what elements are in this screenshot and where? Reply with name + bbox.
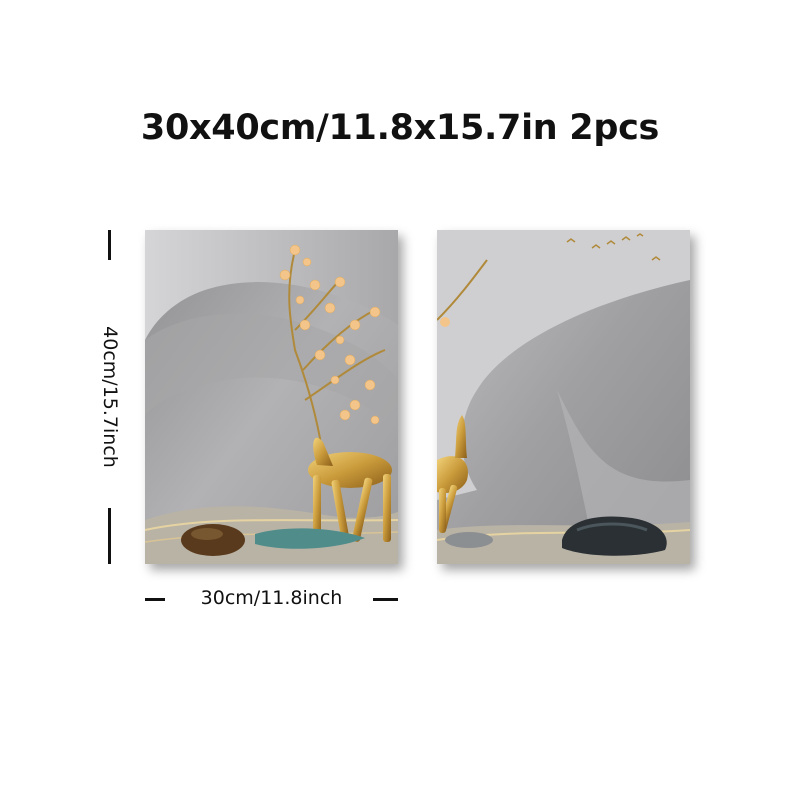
width-bar-right bbox=[373, 598, 398, 601]
silver-stone bbox=[445, 532, 493, 548]
right-panel-artwork bbox=[437, 230, 690, 564]
right-panel bbox=[437, 230, 690, 564]
height-dimension bbox=[88, 230, 132, 564]
width-label: 30cm/11.8inch bbox=[200, 587, 343, 609]
height-bar-top bbox=[108, 230, 111, 260]
height-bar-bottom bbox=[108, 508, 111, 564]
width-dimension bbox=[145, 585, 398, 615]
left-panel-artwork bbox=[145, 230, 398, 564]
product-size-title: 30x40cm/11.8x15.7in 2pcs bbox=[140, 108, 660, 148]
height-label: 40cm/15.7inch bbox=[99, 326, 121, 468]
left-panel bbox=[145, 230, 398, 564]
